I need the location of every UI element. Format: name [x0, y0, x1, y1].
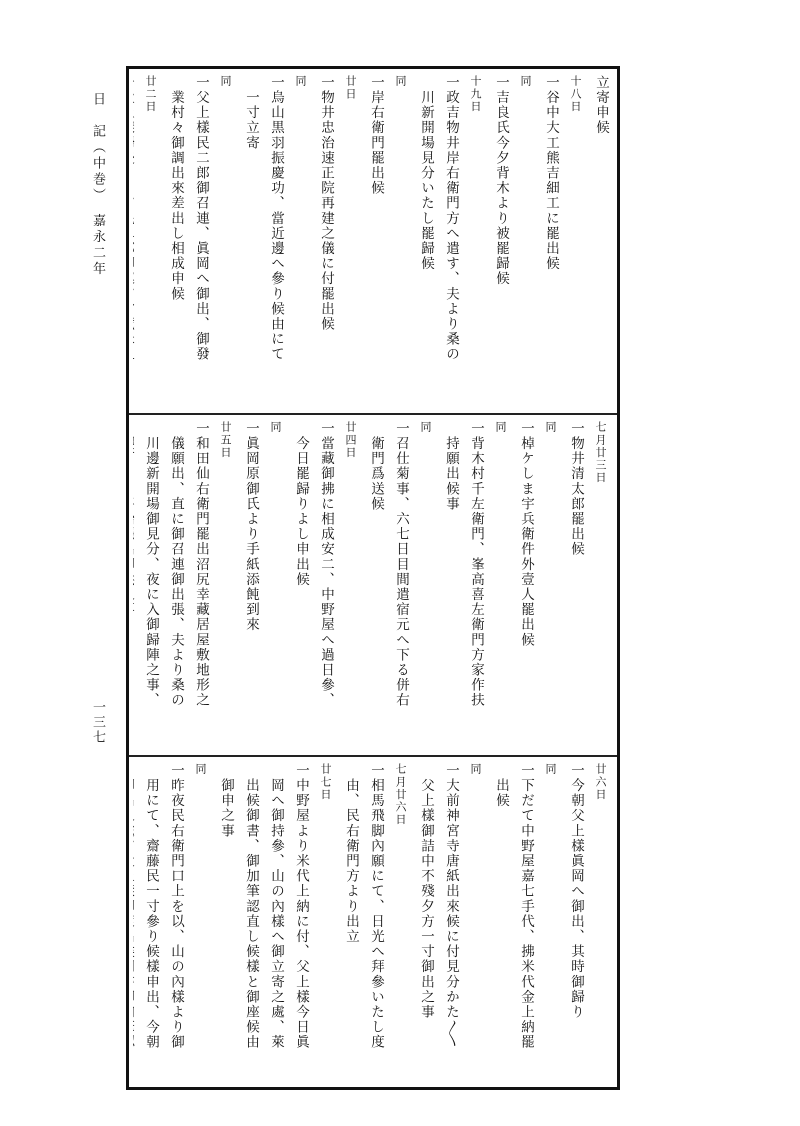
- text-line: 一召仕菊事、六七日目間遣宿元へ下る併右: [393, 421, 409, 708]
- text-block-upper: [129, 69, 617, 411]
- text-line: 同: [494, 421, 507, 434]
- text-line: 七月廿三日: [594, 421, 607, 484]
- text-line: 御申之事: [218, 763, 234, 839]
- page-number: 一三七: [90, 700, 105, 745]
- text-line: 儀願出、直に御召連御出張、夫より桑の: [168, 421, 184, 708]
- text-frame: [126, 66, 620, 1090]
- text-block-middle: [129, 413, 617, 755]
- text-line: 一寸立寄: [243, 75, 259, 151]
- text-line: 業村々御調出來差出し相成申候: [168, 75, 184, 302]
- text-line: 今日罷歸りよし申出候: [293, 421, 309, 588]
- text-line: 由、民右衛門方より出立: [343, 763, 359, 945]
- text-line: 一今朝父上樣眞岡へ御出、其時御歸り: [568, 763, 584, 1020]
- text-line: 一谷中大工熊吉細工に罷出候: [543, 75, 559, 272]
- text-line: 同: [269, 421, 282, 434]
- text-line: 一吉良氏今夕背木より被罷歸候: [493, 75, 509, 287]
- text-line: 衛門爲送候: [368, 421, 384, 512]
- text-line: 廿五日: [219, 421, 232, 459]
- text-line: 一相馬飛脚內願にて、日光へ拜參いたし度: [368, 763, 384, 1050]
- text-line: 一中野屋より米代上納に付、父上樣今日眞: [293, 763, 309, 1050]
- text-line: 廿六日: [594, 763, 607, 801]
- text-line: 同: [544, 421, 557, 434]
- text-line: 出候御書、御加筆認直し候樣と御座候由: [243, 763, 259, 1050]
- text-line: 同: [544, 763, 557, 776]
- text-block-lower-body: [133, 763, 613, 1085]
- text-line: 川新開場見分いたし罷歸候: [418, 75, 434, 272]
- text-line: 一棹ケしま宇兵衛件外壹人罷出候: [518, 421, 534, 648]
- text-line: 十九日: [469, 75, 482, 113]
- text-line: 七月廿六日: [394, 763, 407, 826]
- text-line: 一當藏御拂に相成安二、中野屋へ過日參、: [318, 421, 334, 708]
- text-line: 岡へ御持參、山の內樣へ御立寄之處、萊: [268, 763, 284, 1050]
- text-line: 廿日: [344, 75, 357, 101]
- text-line: 一物井忠治速正院再建之儀に付罷出候: [318, 75, 334, 332]
- text-line: 一烏山黒羽振慶功、當近邊へ參り候由にて: [268, 75, 284, 362]
- text-line: 廿二日: [144, 75, 157, 113]
- text-line: 同: [194, 763, 207, 776]
- text-line: 同: [294, 75, 307, 88]
- text-line: 同: [469, 763, 482, 776]
- text-line: 持願出候事: [443, 421, 459, 512]
- text-line: 一政吉物井岸右衛門方へ遣す、夫より桑の: [443, 75, 459, 362]
- text-line: 同: [219, 75, 232, 88]
- text-line: 一父上樣民二郎御召連、眞岡へ御出、御發: [193, 75, 209, 362]
- text-line: 一背木村千左衛門、峯高喜左衛門方家作扶: [468, 421, 484, 708]
- text-block-lower: [129, 755, 617, 1091]
- running-head: 日 記（中巻） 嘉永二年: [90, 92, 105, 278]
- text-line: 父上樣御詰中不殘夕方一寸御出之事: [418, 763, 434, 1020]
- text-line: 十八日: [569, 75, 582, 113]
- text-line: [133, 763, 138, 1085]
- text-line: 川邊新開場御見分、夜に入御歸陣之事、: [143, 421, 159, 708]
- text-line: 一物井清太郎罷出候: [568, 421, 584, 557]
- text-line: 一岸右衛門罷出候: [368, 75, 384, 196]
- text-line: 同: [519, 75, 532, 88]
- text-line: 同: [419, 421, 432, 434]
- text-line: 用にて、齋藤民一寸參り候樣申出、今朝: [143, 763, 159, 1050]
- text-line: 出候: [493, 763, 509, 809]
- text-line: 一眞岡原御氏より手紙添飩到來: [243, 421, 259, 633]
- text-line: [133, 75, 138, 405]
- text-line: 立寄申候: [593, 75, 609, 136]
- text-line: 同: [394, 75, 407, 88]
- text-line: 一昨夜民右衛門口上を以、山の內樣より御: [168, 763, 184, 1050]
- text-line: 廿七日: [319, 763, 332, 801]
- text-block-middle-body: [133, 421, 613, 749]
- text-line: 一下だて中野屋嘉七手代、拂米代金上納罷: [518, 763, 534, 1050]
- text-line: 廿四日: [344, 421, 357, 459]
- text-block-upper-body: [133, 75, 613, 405]
- text-line: 一大前神宮寺唐紙出來候に付見分かた〳〵: [443, 763, 459, 1049]
- text-line: 一和田仙右衛門罷出沼尻幸藏居屋敷地形之: [193, 421, 209, 708]
